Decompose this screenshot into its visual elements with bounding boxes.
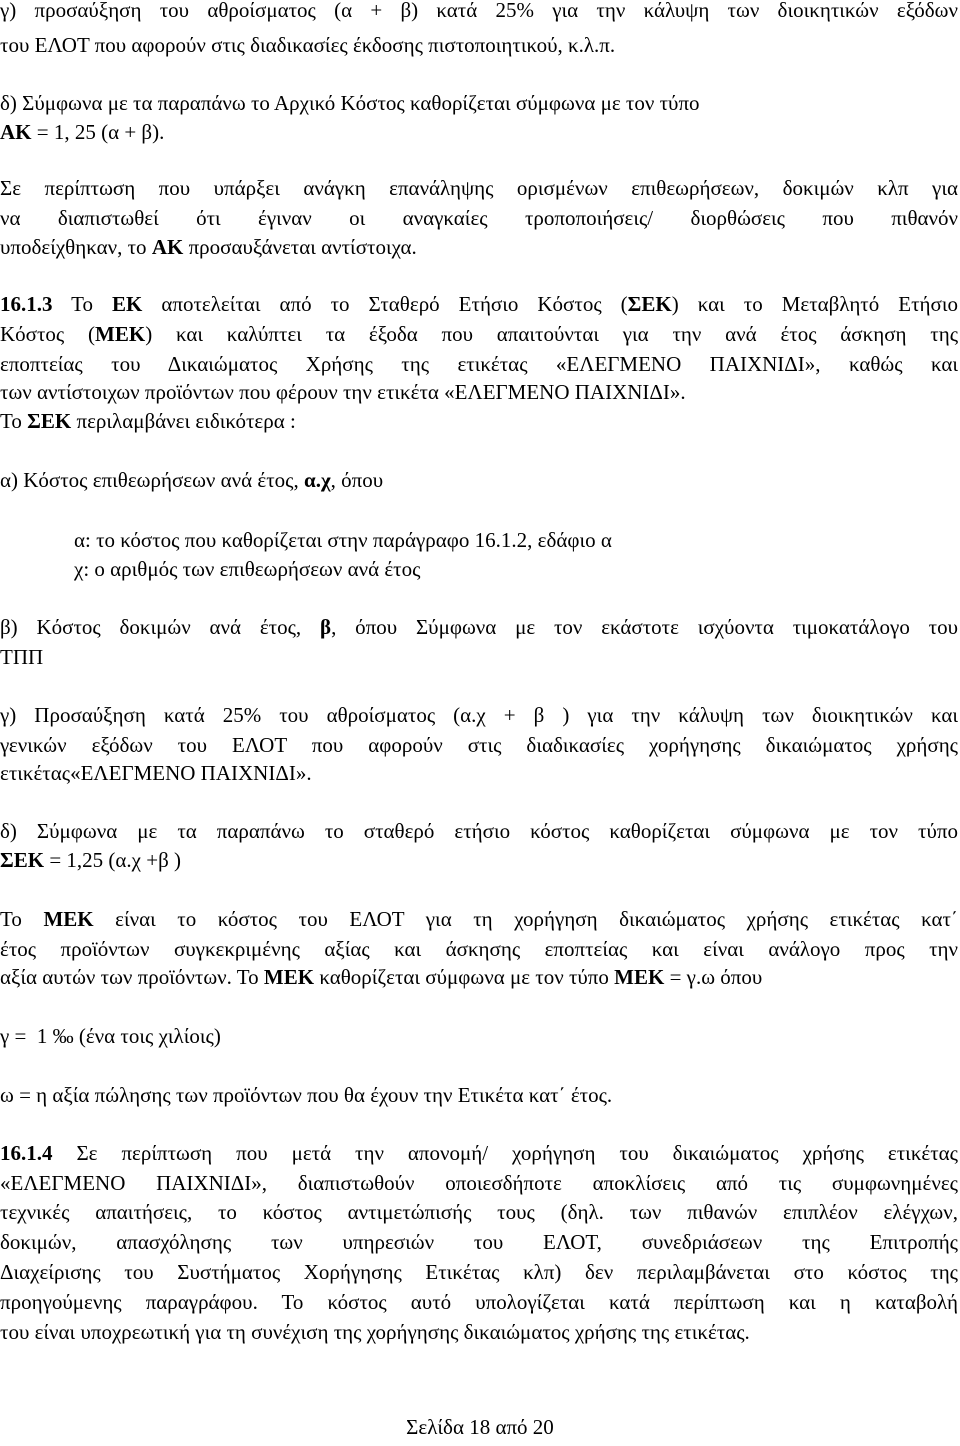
text-line: γενικών εξόδων του ΕΛΟΤ που αφορούν στις διαδικασίες χορήγησης δικαιώματος χρήσης [0, 733, 958, 757]
formula-line: ΑΚ = 1, 25 (α + β). [0, 120, 165, 144]
text-line: των αντίστοιχων προϊόντων που φέρουν την ετικέτα «ΕΛΕΓΜΕΝΟ ΠΑΙΧΝΙΔΙ». [0, 380, 686, 404]
definition-line: α: το κόστος που καθορίζεται στην παράγραφο 16.1.2, εδάφιο α [74, 528, 612, 552]
text-line: γ) προσαύξηση του αθροίσματος (α + β) κατά 25% για την κάλυψη των διοικητικών εξόδων [0, 0, 958, 22]
formula-line: γ = 1 ‰ (ένα τοις χιλίοις) [0, 1024, 221, 1048]
text-line: προηγούμενης παραγράφου. Το κόστος αυτό υπολογίζεται κατά περίπτωση και η καταβολή [0, 1290, 958, 1314]
text-line: να διαπιστωθεί ότι έγιναν οι αναγκαίες τροποποιήσεις/ διορθώσεις που πιθανόν [0, 206, 958, 230]
text-line: έτος προϊόντων συγκεκριμένης αξίας και άσκησης εποπτείας και είναι ανάλογο προς την [0, 937, 958, 961]
text-line: του είναι υποχρεωτική για τη συνέχιση της χορήγησης δικαιώματος χρήσης της ετικέτας. [0, 1320, 750, 1344]
definition-line: χ: ο αριθμός των επιθεωρήσεων ανά έτος [74, 557, 421, 581]
text-line: του ΕΛΟΤ που αφορούν στις διαδικασίες έκδοσης πιστοποιητικού, κ.λ.π. [0, 33, 616, 57]
section-heading-line: 16.1.4 Σε περίπτωση που μετά την απονομή/ χορήγηση του δικαιώματος χρήσης ετικέτας [0, 1141, 958, 1165]
section-heading-line: 16.1.3 Το ΕΚ αποτελείται από το Σταθερό Ετήσιο Κόστος (ΣΕΚ) και το Μεταβλητό Ετήσιο [0, 292, 958, 316]
text-line: Σε περίπτωση που υπάρξει ανάγκη επανάληψης ορισμένων επιθεωρήσεων, δοκιμών κλπ για [0, 176, 958, 200]
text-line: εποπτείας του Δικαιώματος Χρήσης της ετικέτας «ΕΛΕΓΜΕΝΟ ΠΑΙΧΝΙΔΙ», καθώς και [0, 352, 958, 376]
list-item: γ) Προσαύξηση κατά 25% του αθροίσματος (α.χ + β ) για την κάλυψη των διοικητικών και [0, 703, 958, 727]
text-line: τεχνικές απαιτήσεις, το κόστος αντιμετώπισής τους (δηλ. των πιθανών επιπλέον ελέγχων, [0, 1200, 958, 1224]
text-line: δ) Σύμφωνα με τα παραπάνω το Αρχικό Κόστος καθορίζεται σύμφωνα με τον τύπο [0, 91, 700, 115]
text-line: αξία αυτών των προϊόντων. Το ΜΕΚ καθορίζεται σύμφωνα με τον τύπο ΜΕΚ = γ.ω όπου [0, 965, 763, 989]
text-line: υποδείχθηκαν, το ΑΚ προσαυξάνεται αντίστοιχα. [0, 235, 417, 259]
list-item: δ) Σύμφωνα με τα παραπάνω το σταθερό ετήσιο κόστος καθορίζεται σύμφωνα με τον τύπο [0, 819, 958, 843]
text-line: Το ΜΕΚ είναι το κόστος του ΕΛΟΤ για τη χορήγηση δικαιώματος χρήσης ετικέτας κατ΄ [0, 907, 958, 931]
page-number-footer: Σελίδα 18 από 20 [406, 1415, 554, 1439]
text-line: Το ΣΕΚ περιλαμβάνει ειδικότερα : [0, 409, 296, 433]
text-line: δοκιμών, απασχόλησης των υπηρεσιών του ΕΛΟΤ, συνεδριάσεων της Επιτροπής [0, 1230, 958, 1254]
formula-line: ω = η αξία πώλησης των προϊόντων που θα έχουν την Ετικέτα κατ΄ έτος. [0, 1083, 613, 1107]
text-line: ΤΠΠ [0, 645, 44, 669]
text-line: ετικέτας«ΕΛΕΓΜΕΝΟ ΠΑΙΧΝΙΔΙ». [0, 761, 312, 785]
list-item: β) Κόστος δοκιμών ανά έτος, β, όπου Σύμφωνα με τον εκάστοτε ισχύοντα τιμοκατάλογο του [0, 615, 958, 639]
text-line: «ΕΛΕΓΜΕΝΟ ΠΑΙΧΝΙΔΙ», διαπιστωθούν οποιεσδήποτε αποκλίσεις από τις συμφωνημένες [0, 1171, 958, 1195]
text-line: Διαχείρισης του Συστήματος Χορήγησης Ετικέτας κλπ) δεν περιλαμβάνεται στο κόστος της [0, 1260, 958, 1284]
text-line: Κόστος (ΜΕΚ) και καλύπτει τα έξοδα που απαιτούνται για την ανά έτος άσκηση της [0, 322, 959, 346]
formula-line: ΣΕΚ = 1,25 (α.χ +β ) [0, 848, 182, 872]
list-item: α) Κόστος επιθεωρήσεων ανά έτος, α.χ, όπου [0, 468, 384, 492]
